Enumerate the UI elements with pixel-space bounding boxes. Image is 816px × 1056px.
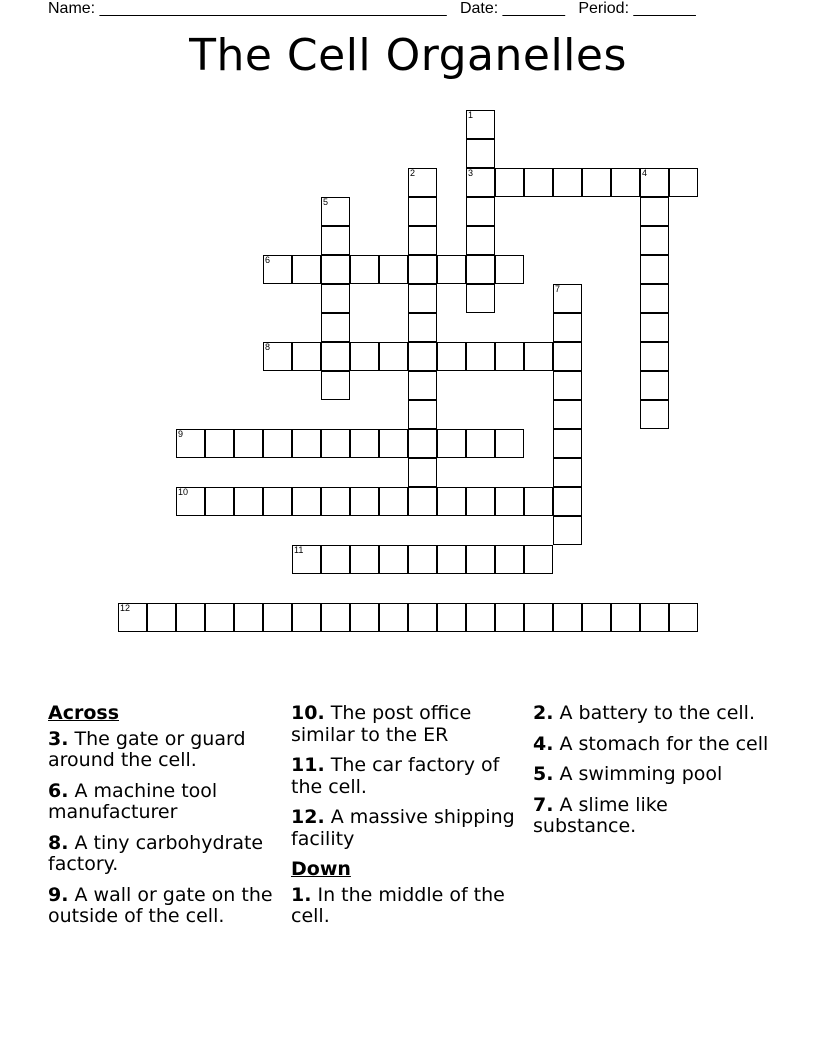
grid-cell[interactable] [466, 429, 495, 458]
grid-cell[interactable] [408, 487, 437, 516]
grid-cell[interactable] [495, 545, 524, 574]
grid-cell[interactable] [466, 226, 495, 255]
grid-cell[interactable] [466, 603, 495, 632]
clue-number: 5 [323, 197, 329, 207]
grid-cell[interactable] [408, 371, 437, 400]
grid-cell[interactable] [350, 429, 379, 458]
grid-cell[interactable] [118, 603, 147, 632]
date-field[interactable]: _______ [502, 0, 565, 17]
grid-cell[interactable] [640, 400, 669, 429]
clue-down-1: 1. In the middle of the cell. [291, 883, 505, 927]
grid-cell[interactable] [263, 487, 292, 516]
grid-cell[interactable] [437, 603, 466, 632]
clue-number: 9 [178, 429, 184, 439]
grid-cell[interactable] [669, 603, 698, 632]
period-field[interactable]: _______ [633, 0, 696, 17]
grid-cell[interactable] [263, 603, 292, 632]
grid-cell[interactable] [640, 168, 669, 197]
grid-cell[interactable] [437, 255, 466, 284]
grid-cell[interactable] [437, 429, 466, 458]
grid-cell[interactable] [263, 429, 292, 458]
clue-number: 8 [265, 342, 271, 352]
grid-cell[interactable] [466, 110, 495, 139]
grid-cell[interactable] [553, 284, 582, 313]
grid-cell[interactable] [321, 603, 350, 632]
grid-cell[interactable] [553, 342, 582, 371]
grid-cell[interactable] [582, 168, 611, 197]
grid-cell[interactable] [524, 545, 553, 574]
grid-cell[interactable] [466, 139, 495, 168]
grid-cell[interactable] [321, 371, 350, 400]
grid-cell[interactable] [292, 545, 321, 574]
grid-cell[interactable] [495, 603, 524, 632]
grid-cell[interactable] [205, 429, 234, 458]
clue-number: 2 [410, 168, 416, 178]
grid-cell[interactable] [640, 313, 669, 342]
grid-cell[interactable] [176, 603, 205, 632]
grid-cell[interactable] [524, 603, 553, 632]
grid-cell[interactable] [379, 487, 408, 516]
grid-cell[interactable] [437, 342, 466, 371]
grid-cell[interactable] [640, 371, 669, 400]
grid-cell[interactable] [379, 603, 408, 632]
clue-number: 4 [642, 168, 648, 178]
grid-cell[interactable] [553, 168, 582, 197]
grid-cell[interactable] [553, 371, 582, 400]
clue-across-3: 3. The gate or guard around the cell. [48, 727, 246, 771]
grid-cell[interactable] [553, 400, 582, 429]
grid-cell[interactable] [321, 342, 350, 371]
grid-cell[interactable] [408, 313, 437, 342]
grid-cell[interactable] [408, 168, 437, 197]
clue-down-5: 5. A swimming pool [533, 763, 723, 785]
grid-cell[interactable] [640, 603, 669, 632]
clue-number: 10 [178, 487, 189, 497]
grid-cell[interactable] [553, 487, 582, 516]
grid-cell[interactable] [292, 429, 321, 458]
grid-cell[interactable] [408, 545, 437, 574]
clue-across-12: 12. A massive shipping facility [291, 806, 515, 850]
clue-across-11: 11. The car factory of the cell. [291, 754, 500, 798]
grid-cell[interactable] [437, 487, 466, 516]
clue-column-2 [291, 703, 527, 937]
grid-cell[interactable] [669, 168, 698, 197]
grid-cell[interactable] [176, 487, 205, 516]
grid-cell[interactable] [292, 603, 321, 632]
grid-cell[interactable] [466, 487, 495, 516]
grid-cell[interactable] [640, 197, 669, 226]
grid-cell[interactable] [379, 342, 408, 371]
grid-cell[interactable] [292, 255, 321, 284]
grid-cell[interactable] [466, 197, 495, 226]
clue-number: 12 [120, 603, 131, 613]
grid-cell[interactable] [147, 603, 176, 632]
grid-cell[interactable] [408, 429, 437, 458]
period-label: Period: [578, 0, 630, 17]
grid-cell[interactable] [640, 342, 669, 371]
page-title: The Cell Organelles [189, 30, 627, 81]
grid-cell[interactable] [582, 603, 611, 632]
grid-cell[interactable] [321, 313, 350, 342]
clue-number: 3 [468, 168, 474, 178]
grid-cell[interactable] [495, 255, 524, 284]
grid-cell[interactable] [466, 545, 495, 574]
clue-across-10: 10. The post office similar to the ER [291, 702, 472, 746]
grid-cell[interactable] [466, 255, 495, 284]
clue-number: 6 [265, 255, 271, 265]
grid-cell[interactable] [408, 255, 437, 284]
grid-cell[interactable] [292, 342, 321, 371]
grid-cell[interactable] [495, 342, 524, 371]
grid-cell[interactable] [408, 603, 437, 632]
grid-cell[interactable] [321, 429, 350, 458]
grid-cell[interactable] [321, 255, 350, 284]
grid-cell[interactable] [408, 342, 437, 371]
grid-cell[interactable] [466, 284, 495, 313]
name-label: Name: [48, 0, 96, 17]
grid-cell[interactable] [408, 458, 437, 487]
across-heading: Across [48, 702, 120, 724]
grid-cell[interactable] [524, 342, 553, 371]
grid-cell[interactable] [350, 487, 379, 516]
grid-cell[interactable] [466, 168, 495, 197]
grid-cell[interactable] [379, 545, 408, 574]
clue-number: 1 [468, 110, 474, 120]
grid-cell[interactable] [205, 487, 234, 516]
grid-cell[interactable] [321, 197, 350, 226]
grid-cell[interactable] [553, 313, 582, 342]
grid-cell[interactable] [611, 603, 640, 632]
grid-cell[interactable] [176, 429, 205, 458]
grid-cell[interactable] [553, 458, 582, 487]
clue-column-1 [48, 703, 284, 937]
clue-number: 7 [555, 284, 561, 294]
grid-cell[interactable] [495, 429, 524, 458]
grid-cell[interactable] [350, 545, 379, 574]
grid-cell[interactable] [234, 603, 263, 632]
clue-across-9: 9. A wall or gate on the outside of the cell. [48, 883, 273, 927]
clue-across-6: 6. A machine tool manufacturer [48, 779, 218, 823]
grid-cell[interactable] [524, 487, 553, 516]
grid-cell[interactable] [292, 487, 321, 516]
grid-cell[interactable] [408, 197, 437, 226]
grid-cell[interactable] [205, 603, 234, 632]
grid-cell[interactable] [263, 342, 292, 371]
clue-across-8: 8. A tiny carbohydrate factory. [48, 831, 264, 875]
grid-cell[interactable] [408, 284, 437, 313]
grid-cell[interactable] [437, 545, 466, 574]
grid-cell[interactable] [379, 255, 408, 284]
grid-cell[interactable] [408, 226, 437, 255]
grid-cell[interactable] [524, 168, 553, 197]
grid-cell[interactable] [553, 603, 582, 632]
clue-down-2: 2. A battery to the cell. [533, 702, 755, 724]
grid-cell[interactable] [553, 429, 582, 458]
grid-cell[interactable] [495, 168, 524, 197]
clue-down-7: 7. A slime like substance. [533, 793, 668, 837]
grid-cell[interactable] [611, 168, 640, 197]
grid-cell[interactable] [408, 400, 437, 429]
grid-cell[interactable] [263, 255, 292, 284]
grid-cell[interactable] [495, 487, 524, 516]
grid-cell[interactable] [640, 284, 669, 313]
grid-cell[interactable] [321, 284, 350, 313]
grid-cell[interactable] [553, 516, 582, 545]
grid-cell[interactable] [321, 226, 350, 255]
grid-cell[interactable] [466, 342, 495, 371]
grid-cell[interactable] [379, 429, 408, 458]
grid-cell[interactable] [321, 487, 350, 516]
grid-cell[interactable] [321, 545, 350, 574]
grid-cell[interactable] [640, 226, 669, 255]
clue-down-4: 4. A stomach for the cell [533, 732, 769, 755]
grid-cell[interactable] [234, 487, 263, 516]
down-heading: Down [291, 858, 351, 880]
grid-cell[interactable] [350, 255, 379, 284]
name-field[interactable]: _______________________________________ [99, 0, 447, 17]
date-label: Date: [459, 0, 499, 17]
grid-cell[interactable] [640, 255, 669, 284]
grid-cell[interactable] [350, 603, 379, 632]
grid-cell[interactable] [350, 342, 379, 371]
grid-cell[interactable] [234, 429, 263, 458]
clue-column-3 [533, 703, 769, 847]
clue-number: 11 [294, 545, 304, 555]
